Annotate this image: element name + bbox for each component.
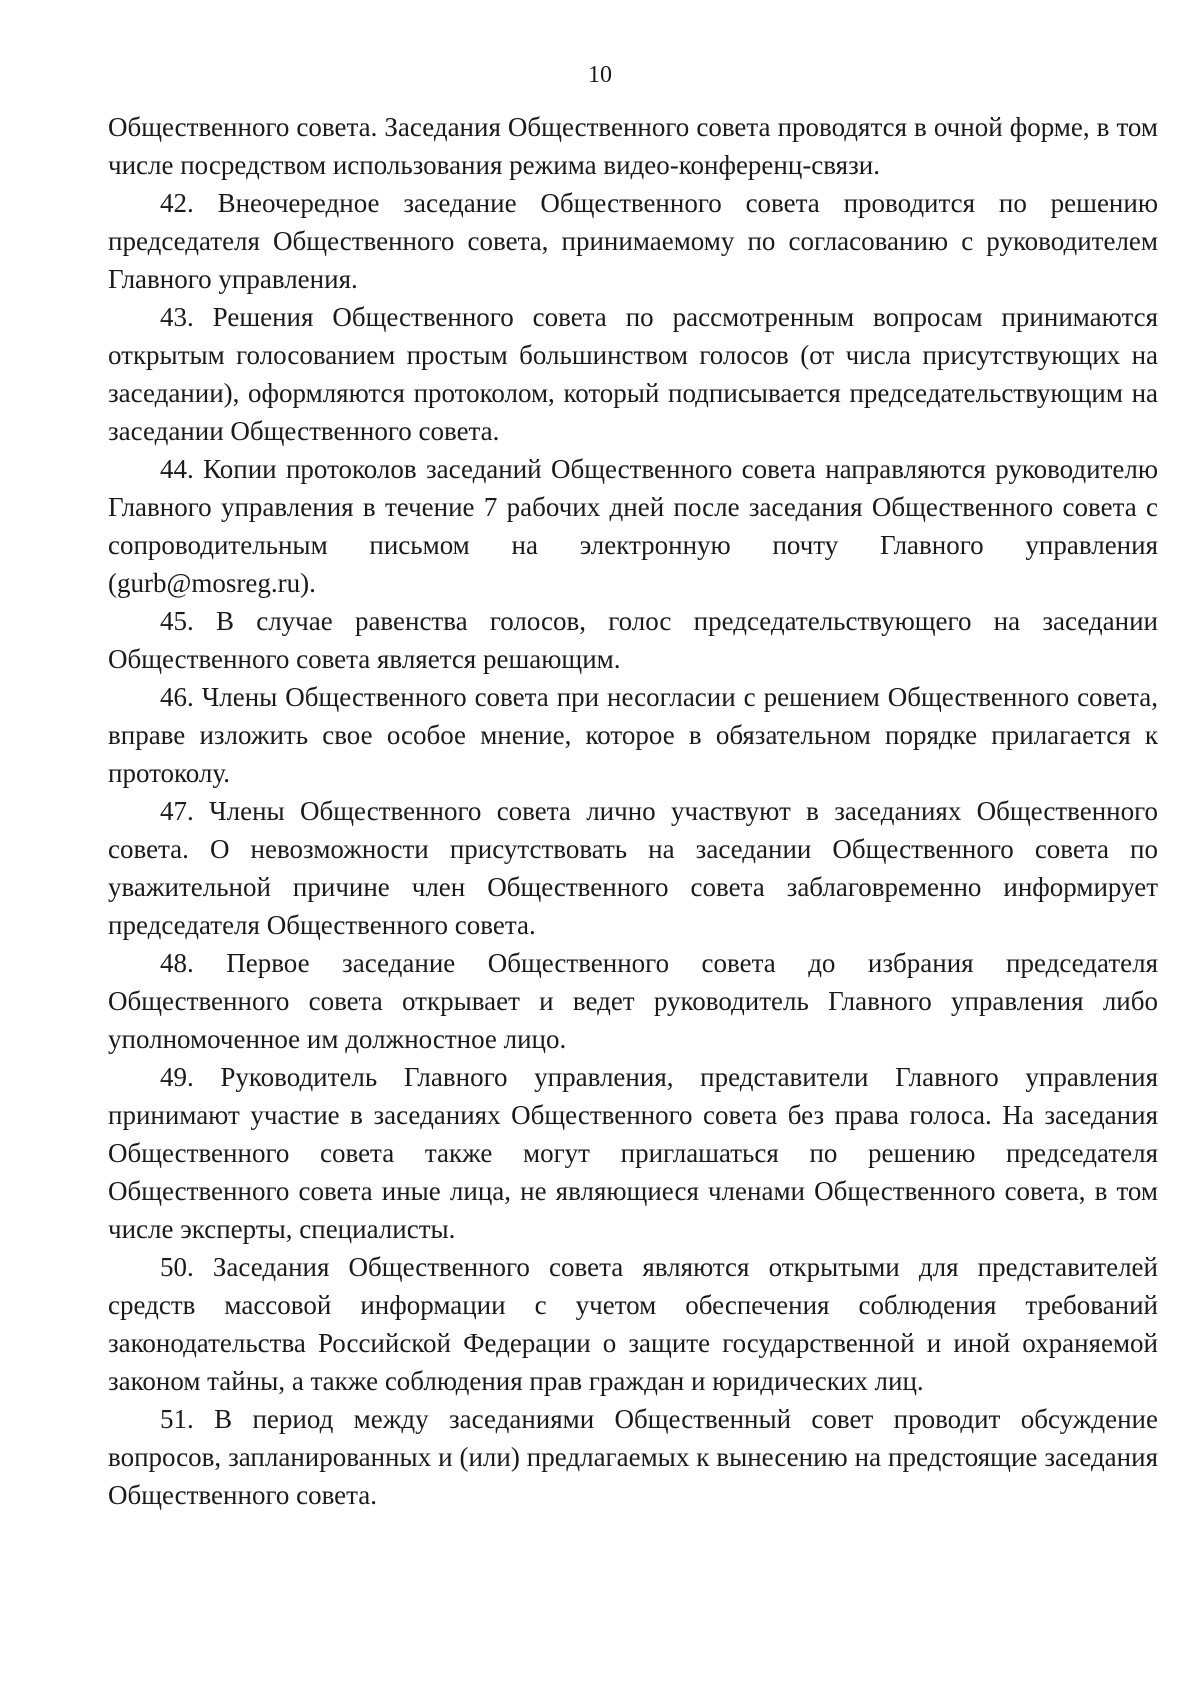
paragraph-44: 44. Копии протоколов заседаний Общественного совета направляются руководителю Главного управления в течение 7 рабочих дней после заседания Общественного совета с сопроводительным письмом на электронную почту Главного управления (gurb@mosreg.ru).	[108, 454, 1158, 598]
paragraph-47: 47. Члены Общественного совета лично участвуют в заседаниях Общественного совета. О невозможности присутствовать на заседании Общественного совета по уважительной причине член Общественного совета заблаговременно информирует председателя Общественного совета.	[108, 796, 1158, 940]
paragraph-46: 46. Члены Общественного совета при несогласии с решением Общественного совета, вправе изложить свое особое мнение, которое в обязательном порядке прилагается к протоколу.	[108, 682, 1158, 788]
paragraph-50: 50. Заседания Общественного совета являются открытыми для представителей средств массовой информации с учетом обеспечения соблюдения требований законодательства Российской Федерации о защите государственной и иной охраняемой законом тайны, а также соблюдения прав граждан и юридических лиц.	[108, 1252, 1158, 1396]
paragraph-49: 49. Руководитель Главного управления, представители Главного управления принимают участие в заседаниях Общественного совета без права голоса. На заседания Общественного совета также могут приглашаться по решению председателя Общественного совета иные лица, не являющиеся членами Общественного совета, в том числе эксперты, специалисты.	[108, 1062, 1158, 1244]
paragraph-continuation: Общественного совета. Заседания Общественного совета проводятся в очной форме, в том числе посредством использования режима видео-конференц-связи.	[108, 112, 1158, 180]
document-body	[108, 108, 1158, 1514]
paragraph-51: 51. В период между заседаниями Общественный совет проводит обсуждение вопросов, запланированных и (или) предлагаемых к вынесению на предстоящие заседания Общественного совета.	[108, 1404, 1158, 1510]
paragraph-45: 45. В случае равенства голосов, голос председательствующего на заседании Общественного совета является решающим.	[108, 606, 1158, 674]
paragraph-42: 42. Внеочередное заседание Общественного совета проводится по решению председателя Общественного совета, принимаемому по согласованию с руководителем Главного управления.	[108, 188, 1158, 294]
paragraph-43: 43. Решения Общественного совета по рассмотренным вопросам принимаются открытым голосованием простым большинством голосов (от числа присутствующих на заседании), оформляются протоколом, который подписывается председательствующим на заседании Общественного совета.	[108, 302, 1158, 446]
page-number: 10	[588, 62, 612, 88]
paragraph-48: 48. Первое заседание Общественного совета до избрания председателя Общественного совета открывает и ведет руководитель Главного управления либо уполномоченное им должностное лицо.	[108, 948, 1158, 1054]
